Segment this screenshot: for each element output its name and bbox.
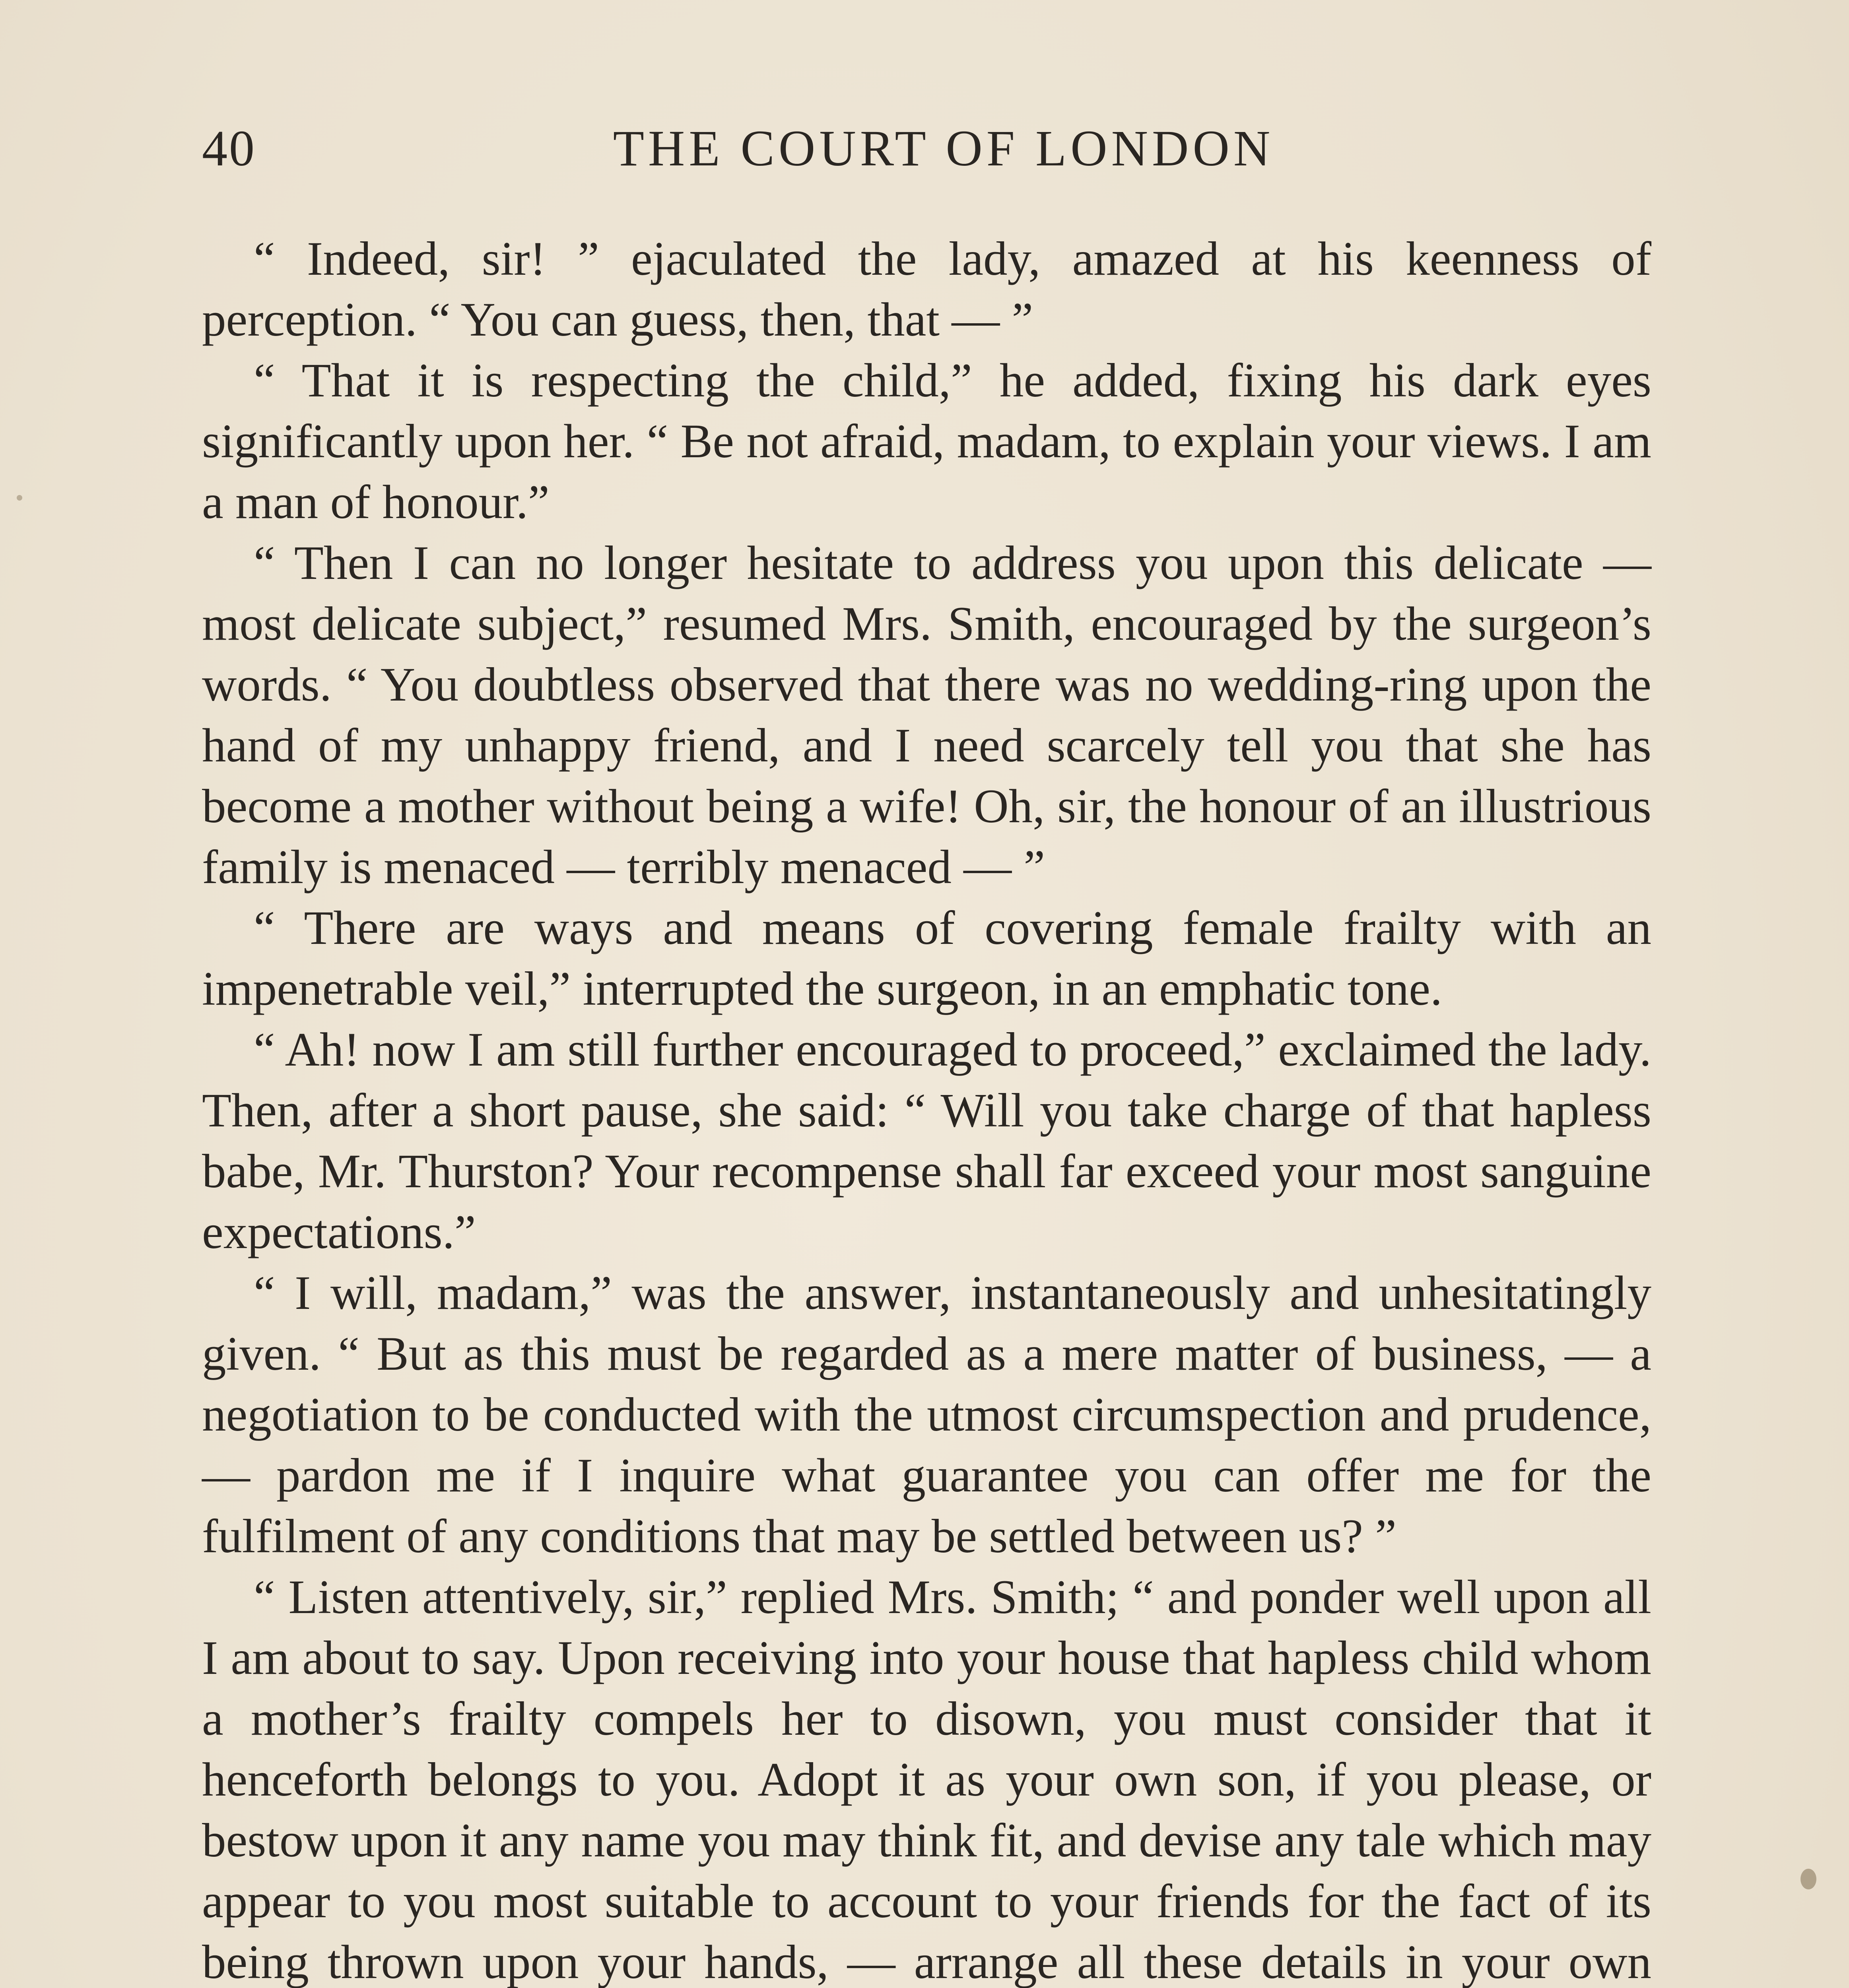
- paper-speck: [1800, 1869, 1816, 1889]
- paragraph: “ Then I can no longer hesitate to address you upon this delicate — most delicate subject,” resumed Mrs. Smith, encouraged by the surgeon’s words. “ You doubtless observed that there was no wedding-ring upon the hand of my unhappy friend, and I need scarcely tell you that she has become a mother without being a wife! Oh, sir, the honour of an illustrious family is menaced — terribly menaced — ”: [202, 536, 1651, 894]
- running-title: THE COURT OF LONDON: [613, 120, 1274, 177]
- paragraph: “ There are ways and means of covering female frailty with an impenetrable veil,” interrupted the surgeon, in an emphatic tone.: [202, 901, 1651, 1015]
- page-header: [202, 119, 1653, 199]
- page-number: 40: [202, 120, 256, 177]
- paragraph: “ I will, madam,” was the answer, instantaneously and unhesitatingly given. “ But as this must be regarded as a mere matter of business, — a negotiation to be conducted with the utmost circumspection and prudence, — pardon me if I inquire what guarantee you can offer me for the fulfilment of any conditions that may be settled between us? ”: [202, 1266, 1651, 1563]
- body-text: [202, 229, 1651, 1988]
- paragraph: “ Ah! now I am still further encouraged to proceed,” exclaimed the lady. Then, after a short pause, she said: “ Will you take charge of that hapless babe, Mr. Thurston? Your recompense shall far exceed your most sanguine expectations.”: [202, 1023, 1651, 1259]
- paragraph: “ That it is respecting the child,” he added, fixing his dark eyes significantly upon her. “ Be not afraid, madam, to explain your views. I am a man of honour.”: [202, 354, 1651, 529]
- paragraph: “ Indeed, sir! ” ejaculated the lady, amazed at his keenness of perception. “ You can guess, then, that — ”: [202, 232, 1651, 346]
- paper-speck: [17, 495, 22, 501]
- paragraph: “ Listen attentively, sir,” replied Mrs. Smith; “ and ponder well upon all I am about to say. Upon receiving into your house that hapless child whom a mother’s frailty compels her to disown, you must consider that it henceforth belongs to you. Adopt it as your own son, if you please, or bestow upon it any name you may think fit, and devise any tale which may appear to you most suitable to account to your friends for the fact of its being thrown upon your hands, — arrange all these details in your own: [202, 1571, 1651, 1988]
